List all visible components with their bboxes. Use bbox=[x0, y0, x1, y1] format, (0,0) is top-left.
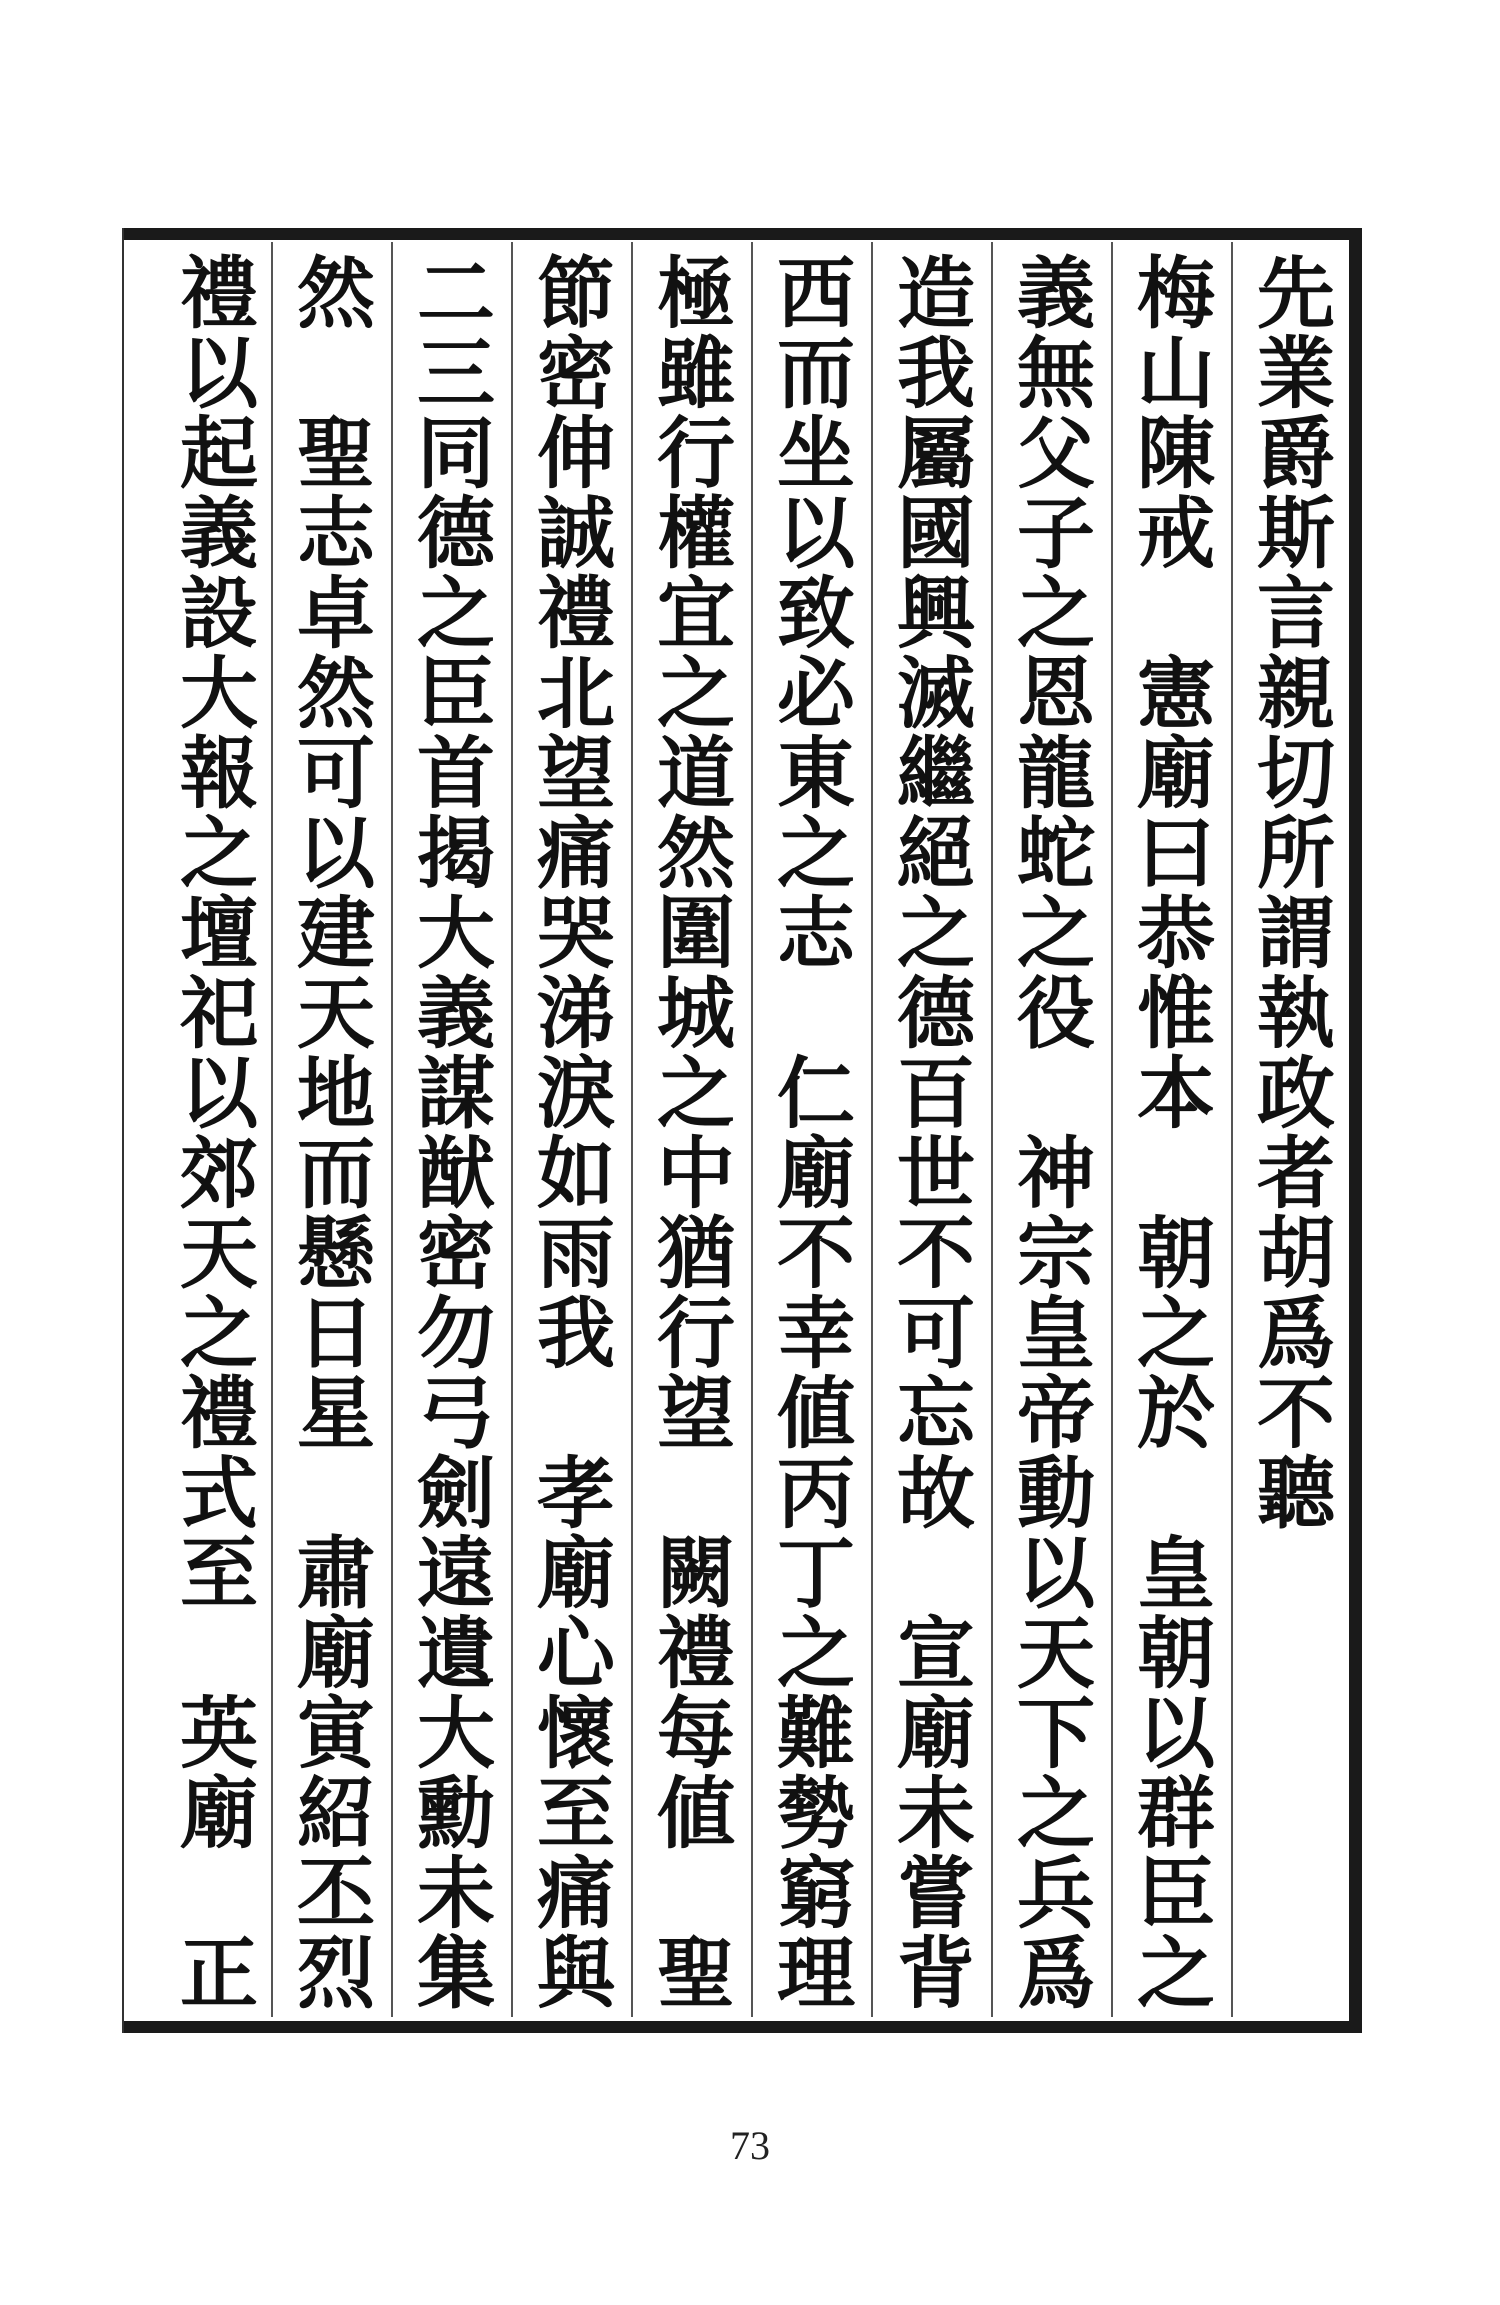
column-divider bbox=[511, 242, 513, 2017]
column-divider bbox=[1231, 242, 1233, 2017]
column-divider bbox=[271, 242, 273, 2017]
column-divider bbox=[751, 242, 753, 2017]
frame-bottom-rule bbox=[122, 2021, 1362, 2033]
text-column-4: 造我屬國興滅繼絕之德百世不可忘故 宣廟未嘗背 bbox=[884, 252, 975, 2012]
frame-left-rule bbox=[122, 228, 124, 2033]
frame-right-rule bbox=[1349, 228, 1362, 2033]
page-number: 73 bbox=[730, 2123, 770, 2168]
text-column-8: 二三同德之臣首揭大義謀猷密勿弓劍遠遺大勳未集 bbox=[404, 252, 495, 2012]
text-column-1: 先業爵斯言親切所謂執政者胡爲不聽 bbox=[1244, 252, 1335, 1532]
column-divider bbox=[631, 242, 633, 2017]
text-column-5: 西而坐以致必東之志 仁廟不幸値丙丁之難勢窮理 bbox=[764, 252, 855, 2012]
page-frame bbox=[122, 228, 1362, 2033]
column-divider bbox=[1111, 242, 1113, 2017]
text-column-3: 義無父子之恩龍蛇之役 神宗皇帝動以天下之兵爲 bbox=[1004, 252, 1095, 2012]
text-column-7: 節密伸誠禮北望痛哭涕淚如雨我 孝廟心懷至痛與 bbox=[524, 252, 615, 2012]
column-divider bbox=[391, 242, 393, 2017]
text-column-2: 梅山陳戒 憲廟曰恭惟本 朝之於 皇朝以群臣之 bbox=[1124, 252, 1215, 2012]
column-divider bbox=[871, 242, 873, 2017]
text-column-9: 然 聖志卓然可以建天地而懸日星 肅廟寅紹丕烈 bbox=[284, 252, 375, 2012]
frame-top-rule bbox=[122, 228, 1362, 240]
text-column-6: 極雖行權宜之道然圍城之中猶行望 闕禮每値 聖 bbox=[644, 252, 735, 2012]
column-divider bbox=[991, 242, 993, 2017]
text-column-10: 禮以起義設大報之壇祀以郊天之禮式至 英廟 正 bbox=[167, 252, 258, 2012]
